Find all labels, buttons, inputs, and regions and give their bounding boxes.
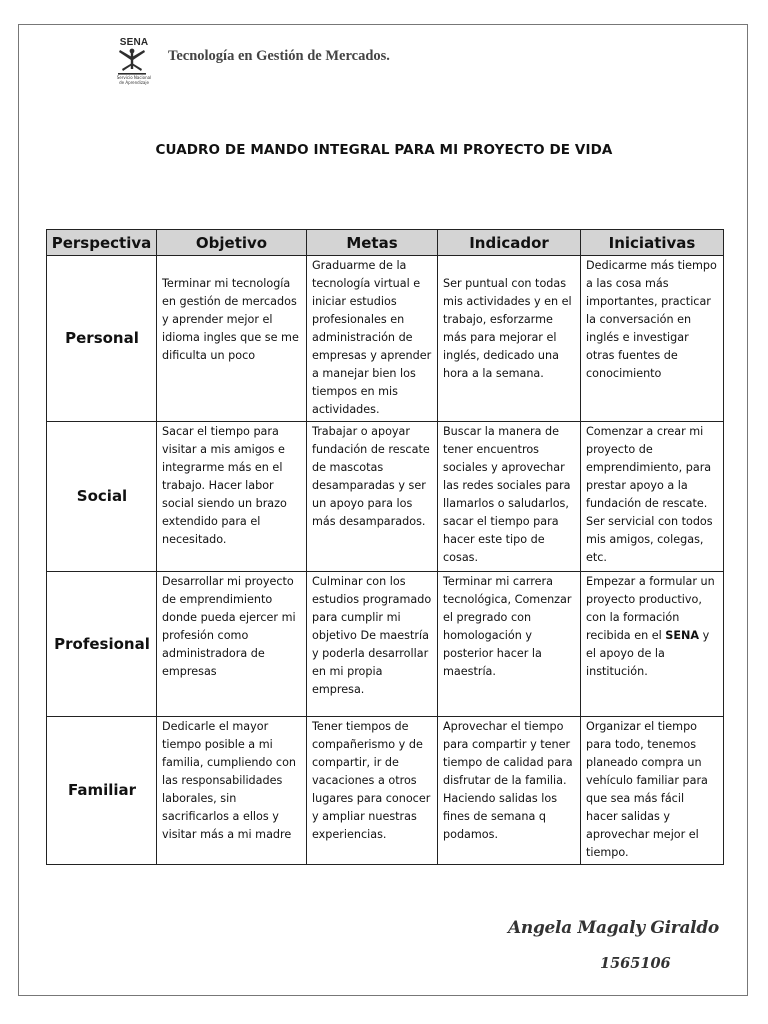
indicador-cell: [438, 256, 581, 422]
header-objetivo: Objetivo: [157, 230, 307, 256]
iniciativas-cell: [581, 572, 724, 717]
header-indicador: Indicador: [438, 230, 581, 256]
signature: Angela Magaly Giraldo: [508, 918, 719, 938]
cell-text: Sacar el tiempo para visitar a mis amigos e integrarme más en el trabajo. Hacer labor social siendo un brazo extendido para el necesitado.: [162, 425, 287, 546]
header-metas: Metas: [307, 230, 438, 256]
balanced-scorecard-table: [46, 229, 724, 865]
header-perspectiva: Perspectiva: [47, 230, 157, 256]
table-row: [47, 717, 724, 865]
sena-brand-text: SENA: [665, 629, 700, 642]
document-title: CUADRO DE MANDO INTEGRAL PARA MI PROYECTO DE VIDA: [155, 142, 613, 158]
logo-caption-line: Servicio Nacional: [116, 75, 152, 80]
cell-text-part: Empezar a formular un proyecto productivo, con la formación recibida en el: [586, 575, 715, 642]
iniciativas-cell: [581, 256, 724, 422]
cell-text: Dedicarle el mayor tiempo posible a mi familia, cumpliendo con las responsabilidades laborales, sin sacrificarlos a ellos y visitar más a mi madre: [162, 720, 297, 841]
cell-text-part: y el apoyo de la institución.: [586, 629, 710, 678]
perspective-cell: Familiar: [47, 717, 157, 865]
logo-caption: [112, 76, 156, 85]
header-iniciativas: Iniciativas: [581, 230, 724, 256]
objetivo-cell: [157, 572, 307, 717]
objetivo-cell: [157, 717, 307, 865]
objetivo-cell: [157, 422, 307, 572]
table-row: [47, 572, 724, 717]
cell-text: Terminar mi carrera tecnológica, Comenzar el pregrado con homologación y posterior hacer la maestría.: [443, 575, 572, 678]
cell-text: Tener tiempos de compañerismo y de compartir, ir de vacaciones a otros lugares para conocer y ampliar nuestras experiencias.: [312, 720, 431, 841]
table-row: [47, 422, 724, 572]
indicador-cell: [438, 422, 581, 572]
logo-word: SENA: [119, 37, 149, 48]
header-title: Tecnología en Gestión de Mercados.: [168, 48, 390, 64]
student-id: 1565106: [600, 955, 671, 972]
cell-text: Ser puntual con todas mis actividades y en el trabajo, esforzarme más para mejorar el inglés, dedicado una hora a la semana.: [443, 277, 572, 380]
perspective-cell: Personal: [47, 256, 157, 422]
table-header-row: [47, 230, 724, 256]
cell-text: Graduarme de la tecnología virtual e iniciar estudios profesionales en administración de empresas y aprender a manejar bien los tiempos en mis actividades.: [312, 259, 432, 416]
cell-text: Terminar mi tecnología en gestión de mercados y aprender mejor el idioma ingles que se me dificulta un poco: [162, 277, 299, 362]
metas-cell: [307, 572, 438, 717]
indicador-cell: [438, 717, 581, 865]
cell-text: Organizar el tiempo para todo, tenemos planeado compra un vehículo familiar para que sea más fácil hacer salidas y aprovechar mejor el tiempo.: [586, 720, 708, 859]
cell-text: Aprovechar el tiempo para compartir y tener tiempo de calidad para disfrutar de la familia. Haciendo salidas los fines de semana q podamos.: [443, 720, 573, 841]
objetivo-cell: [157, 256, 307, 422]
indicador-cell: [438, 572, 581, 717]
table-row: [47, 256, 724, 422]
cell-text: Comenzar a crear mi proyecto de emprendimiento, para prestar apoyo a la fundación de rescate. Ser servicial con todos mis amigos, colegas, etc.: [586, 425, 713, 564]
cell-text: Culminar con los estudios programado para cumplir mi objetivo De maestría y poderla desarrollar en mi propia empresa.: [312, 575, 432, 696]
logo-caption-line: de Aprendizaje: [119, 79, 149, 85]
cell-text: Trabajar o apoyar fundación de rescate de mascotas desamparadas y ser un apoyo para los más desamparados.: [312, 425, 430, 528]
cell-text: Dedicarme más tiempo a las cosa más importantes, practicar la conversación en inglés e investigar otras fuentes de conocimiento: [586, 259, 717, 380]
perspective-cell: Social: [47, 422, 157, 572]
cell-text: Desarrollar mi proyecto de emprendimiento donde pueda ejercer mi profesión como administradora de empresas: [162, 575, 296, 678]
iniciativas-cell: [581, 717, 724, 865]
metas-cell: [307, 422, 438, 572]
iniciativas-cell: [581, 422, 724, 572]
cell-text: [586, 573, 719, 681]
cell-text: Buscar la manera de tener encuentros sociales y aprovechar las redes sociales para llamarlos o saludarlos, sacar el tiempo para hacer este tipo de cosas.: [443, 425, 571, 564]
perspective-cell: Profesional: [47, 572, 157, 717]
metas-cell: [307, 256, 438, 422]
metas-cell: [307, 717, 438, 865]
